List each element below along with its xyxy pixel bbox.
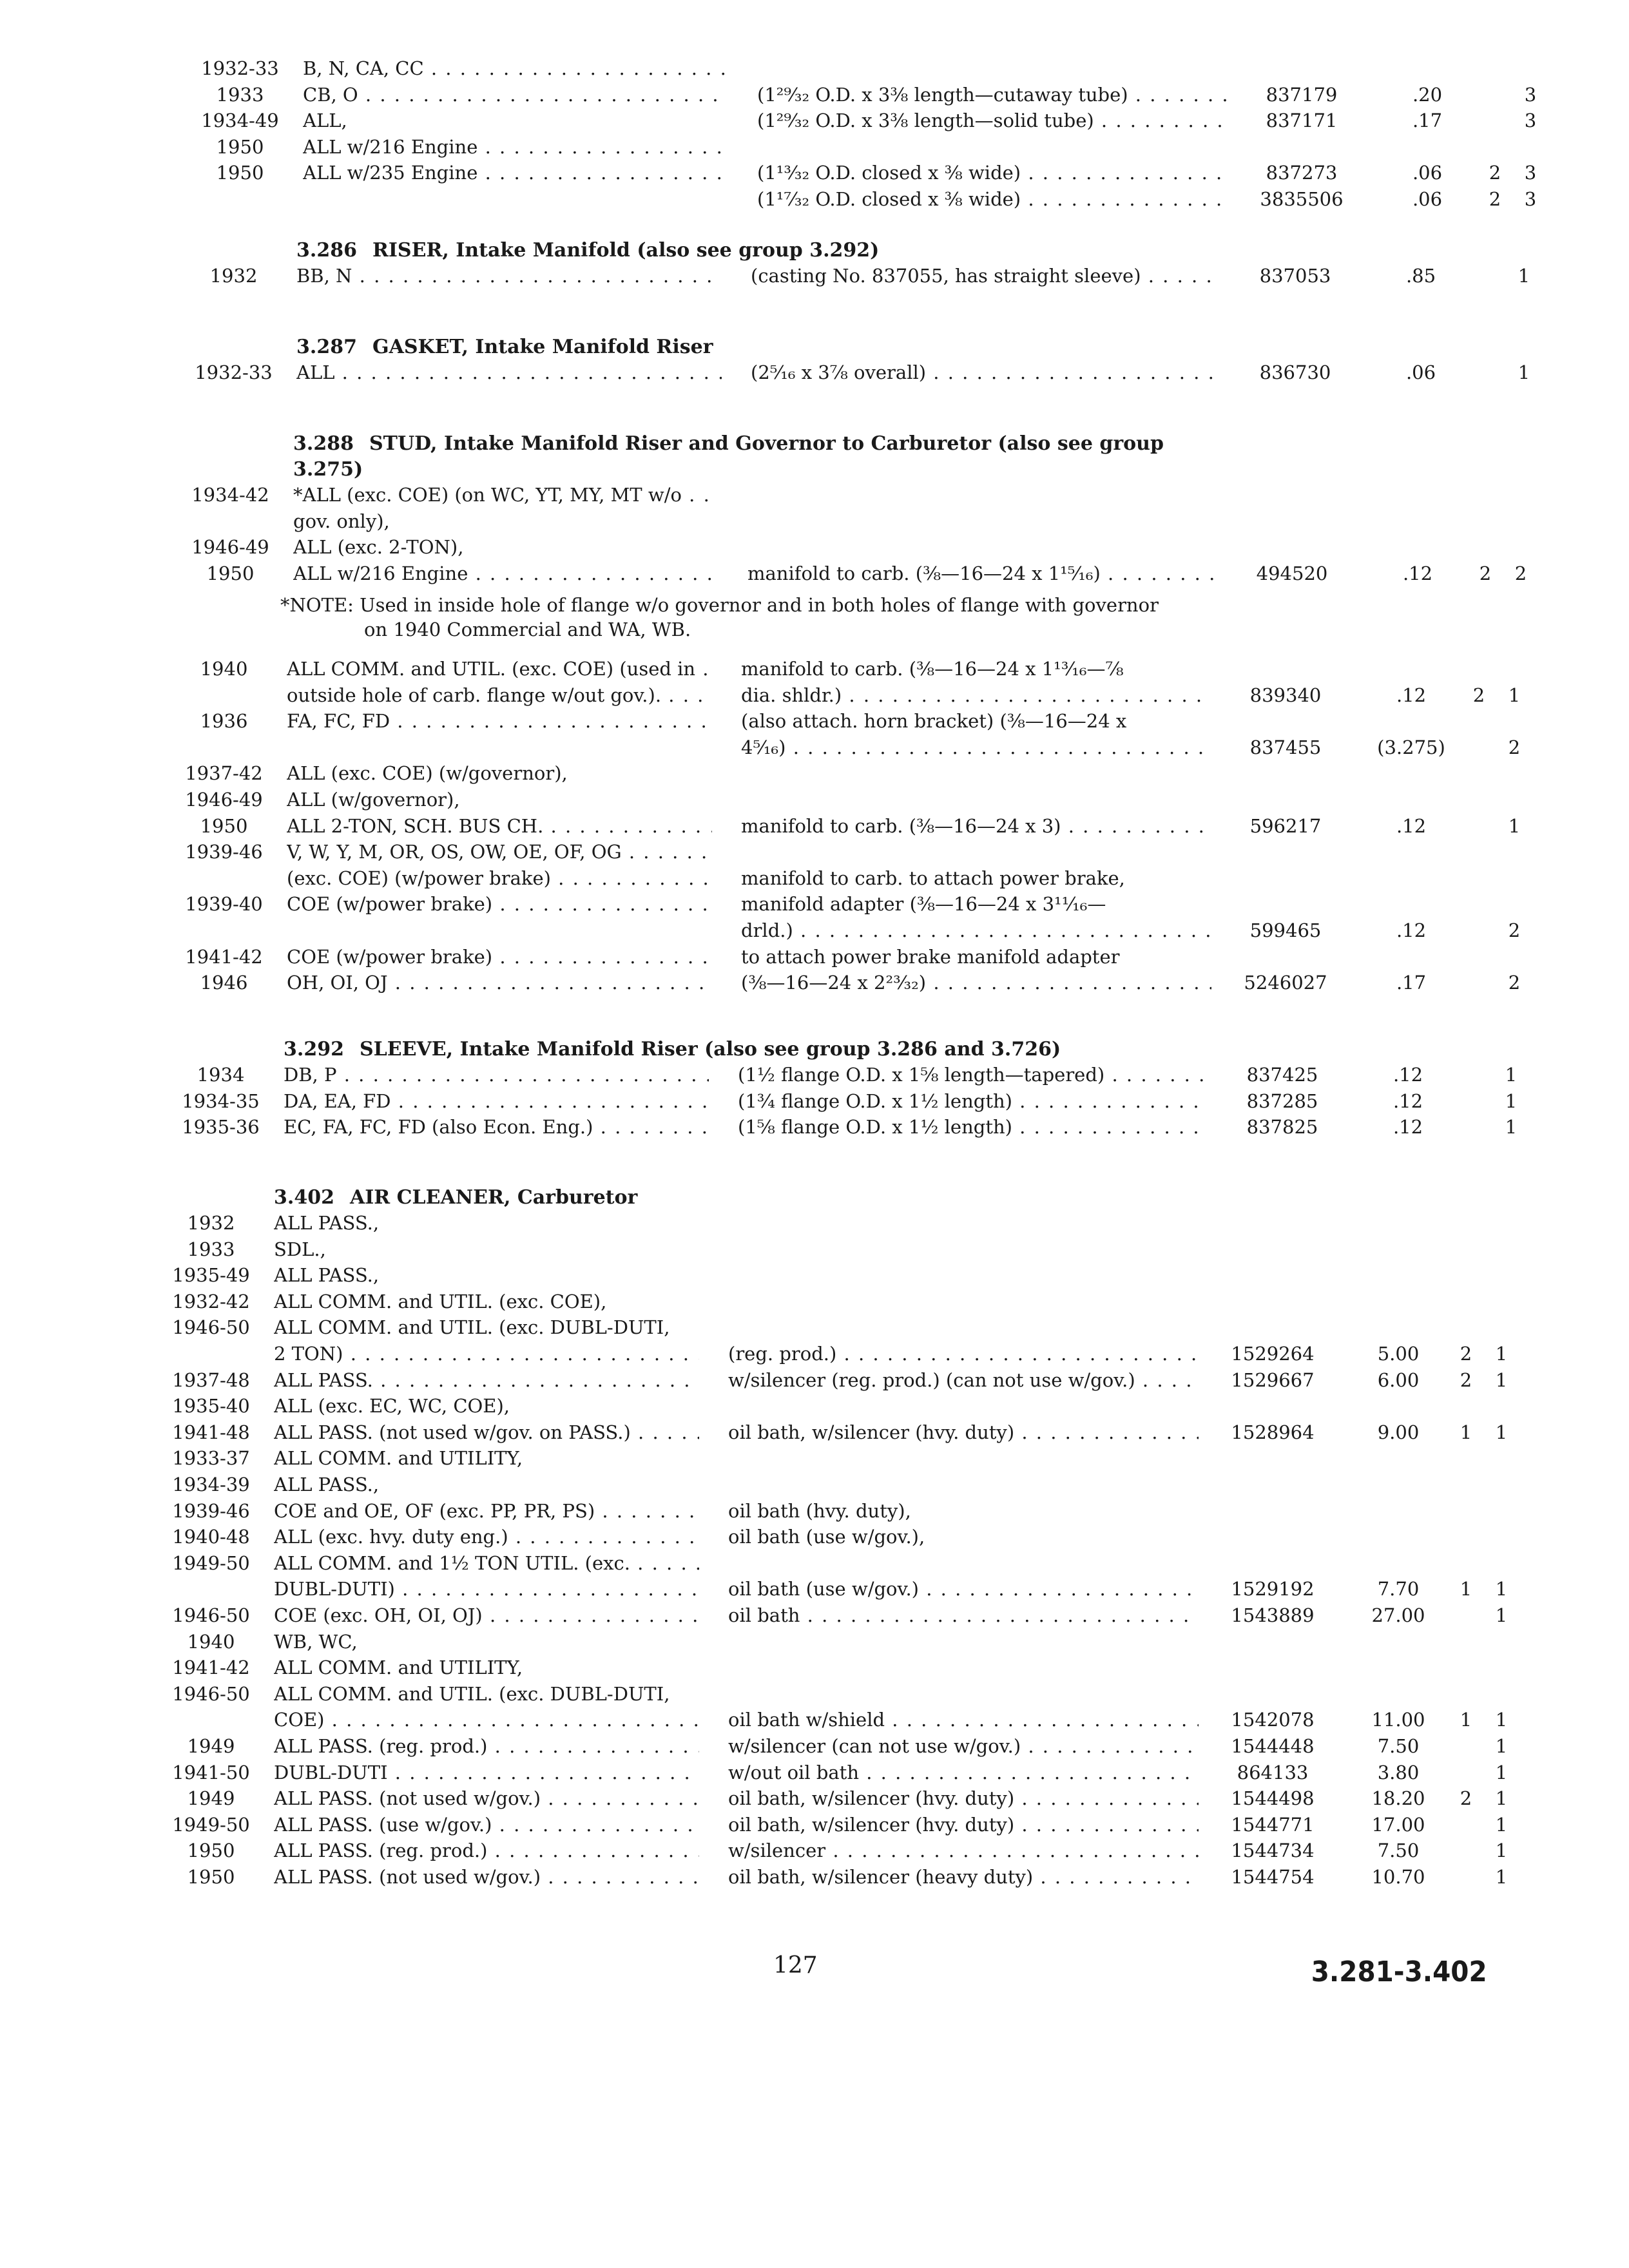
- description-cell: (1¹³⁄₃₂ O.D. closed x ⅜ wide) . . .: [757, 161, 1228, 184]
- catalog-row: [151, 1813, 1590, 1841]
- description-cell: oil bath, w/silencer (hvy. duty) . . .: [728, 1787, 1199, 1810]
- catalog-row: [171, 510, 1590, 538]
- catalog-row: [151, 1238, 1590, 1266]
- model-cell: ALL COMM. and UTIL. (exc. COE),: [274, 1290, 607, 1312]
- price-cell: .06: [1405, 361, 1436, 383]
- part-number-cell: 836730: [1259, 361, 1331, 383]
- year-cell: 1932-33: [201, 57, 279, 79]
- year-cell: 1949: [187, 1735, 235, 1757]
- quantity-a-cell: 2: [1460, 1787, 1472, 1810]
- part-number-cell: 1528964: [1231, 1421, 1315, 1443]
- year-cell: 1949: [187, 1787, 235, 1810]
- quantity-b-cell: 2: [1508, 919, 1521, 941]
- description-cell: manifold to carb. (⅜—16—24 x 1¹⁵⁄₁₆) . . .: [747, 562, 1218, 585]
- note-line-1: *NOTE: Used in inside hole of flange w/o governor and in both holes of flange with governor: [280, 594, 1159, 616]
- quantity-b-cell: 1: [1495, 1866, 1508, 1888]
- model-cell: COE (w/power brake) . . .: [287, 945, 712, 968]
- price-cell: 9.00: [1377, 1421, 1420, 1443]
- quantity-b-cell: 2: [1508, 972, 1521, 994]
- description-cell: dia. shldr.) . . .: [741, 684, 1211, 707]
- model-cell: ALL PASS. (reg. prod.) . . .: [274, 1839, 699, 1862]
- quantity-b-cell: 3: [1524, 110, 1537, 132]
- description-cell: manifold to carb. to attach power brake,: [741, 867, 1125, 889]
- model-cell: ALL COMM. and UTIL. (exc. DUBL-DUTI,: [274, 1316, 670, 1339]
- price-cell: .12: [1393, 1064, 1423, 1086]
- year-cell: 1933: [216, 83, 264, 106]
- catalog-row: [161, 1063, 1590, 1091]
- description-cell: (1²⁹⁄₃₂ O.D. x 3⅜ length—solid tube) . . .: [757, 109, 1228, 132]
- model-cell: ALL PASS. (not used w/gov.) . . .: [274, 1865, 699, 1888]
- description-cell: 4⁵⁄₁₆) . . .: [741, 736, 1211, 759]
- description-cell: manifold to carb. (⅜—16—24 x 1¹³⁄₁₆—⅞: [741, 658, 1124, 680]
- year-cell: 1935-49: [172, 1264, 250, 1287]
- model-cell: 2 TON) . . .: [274, 1342, 699, 1365]
- section-title: STUD, Intake Manifold Riser and Governor to Carburetor (also see group: [369, 432, 1164, 455]
- catalog-row: [151, 1708, 1590, 1736]
- model-cell: outside hole of carb. flange w/out gov.). . . .: [287, 684, 712, 707]
- price-cell: 7.50: [1377, 1840, 1420, 1862]
- part-number-cell: 837455: [1249, 736, 1322, 758]
- model-cell: ALL COMM. and 1½ TON UTIL. (exc. . . .: [274, 1552, 699, 1575]
- catalog-row: [164, 971, 1590, 999]
- description-cell: w/silencer (reg. prod.) (can not use w/gov.) . . .: [728, 1369, 1199, 1392]
- catalog-row: [151, 1525, 1590, 1553]
- price-cell: 5.00: [1377, 1343, 1420, 1365]
- year-cell: 1950: [216, 162, 264, 184]
- quantity-b-cell: 3: [1524, 162, 1537, 184]
- year-cell: 1950: [200, 814, 248, 837]
- price-cell: 3.80: [1377, 1761, 1420, 1783]
- catalog-row: [151, 1630, 1590, 1658]
- model-cell: V, W, Y, M, OR, OS, OW, OE, OF, OG . . .: [287, 840, 712, 863]
- catalog-row: [171, 483, 1590, 512]
- catalog-row: [151, 1290, 1590, 1318]
- description-cell: oil bath . . .: [728, 1604, 1199, 1627]
- catalog-row: [180, 83, 1590, 111]
- quantity-b-cell: 1: [1495, 1813, 1508, 1836]
- year-cell: 1939-46: [172, 1499, 250, 1522]
- section-number: 3.292: [284, 1038, 344, 1061]
- description-cell: manifold adapter (⅜—16—24 x 3¹¹⁄₁₆—: [741, 893, 1106, 916]
- price-cell: 27.00: [1371, 1604, 1425, 1626]
- price-cell: 11.00: [1371, 1709, 1425, 1731]
- quantity-b-cell: 1: [1495, 1735, 1508, 1757]
- catalog-row: [180, 57, 1590, 85]
- model-cell: ALL PASS. (not used w/gov. on PASS.) . . .: [274, 1421, 699, 1444]
- part-number-cell: 837179: [1266, 83, 1338, 106]
- description-cell: (⅜—16—24 x 2²³⁄₃₂) . . .: [741, 971, 1211, 994]
- section-number: 3.288: [293, 432, 354, 455]
- model-cell: ALL (w/governor),: [287, 789, 460, 811]
- year-cell: 1933-37: [172, 1447, 250, 1470]
- catalog-row: [180, 109, 1590, 137]
- model-cell: ALL w/235 Engine . . .: [303, 161, 728, 184]
- price-cell: 6.00: [1377, 1369, 1420, 1391]
- quantity-b-cell: 1: [1495, 1421, 1508, 1443]
- catalog-row: [151, 1369, 1590, 1397]
- price-cell: (3.275): [1377, 736, 1445, 758]
- description-cell: (also attach. horn bracket) (⅜—16—24 x: [741, 710, 1127, 733]
- quantity-b-cell: 1: [1505, 1090, 1518, 1112]
- catalog-row: [151, 1264, 1590, 1292]
- description-cell: oil bath, w/silencer (heavy duty) . . .: [728, 1865, 1199, 1888]
- catalog-row: [171, 562, 1590, 590]
- catalog-row: [151, 1211, 1590, 1240]
- description-cell: (1¾ flange O.D. x 1½ length) . . .: [738, 1090, 1208, 1113]
- catalog-row: [164, 709, 1590, 738]
- model-cell: gov. only),: [293, 510, 390, 532]
- catalog-row: [151, 1865, 1590, 1894]
- price-cell: .12: [1396, 814, 1427, 837]
- quantity-b-cell: 1: [1495, 1709, 1508, 1731]
- model-cell: ALL 2-TON, SCH. BUS CH. . . .: [287, 814, 712, 838]
- model-cell: DUBL-DUTI) . . .: [274, 1577, 699, 1600]
- catalog-row: [164, 736, 1590, 764]
- catalog-row: [151, 1577, 1590, 1606]
- part-number-cell: 596217: [1249, 814, 1322, 837]
- model-cell: SDL.,: [274, 1238, 326, 1260]
- price-cell: .06: [1412, 188, 1443, 210]
- year-cell: 1946: [200, 972, 248, 994]
- part-number-cell: 5246027: [1244, 972, 1327, 994]
- price-cell: .12: [1396, 684, 1427, 706]
- model-cell: ALL COMM. and UTILITY,: [274, 1657, 523, 1679]
- model-cell: ALL w/216 Engine . . .: [303, 135, 728, 159]
- model-cell: ALL COMM. and UTILITY,: [274, 1447, 523, 1470]
- catalog-row: [151, 1446, 1590, 1475]
- year-cell: 1941-50: [172, 1761, 250, 1783]
- model-cell: COE (w/power brake) . . .: [287, 892, 712, 916]
- model-cell: DA, EA, FD . . .: [284, 1090, 709, 1113]
- price-cell: 18.20: [1371, 1787, 1425, 1810]
- price-cell: .17: [1412, 110, 1443, 132]
- section-title-continued: 3.275): [293, 458, 363, 481]
- part-number-cell: 837425: [1246, 1064, 1318, 1086]
- quantity-b-cell: 1: [1518, 361, 1530, 383]
- catalog-row: [161, 1115, 1590, 1144]
- quantity-b-cell: 1: [1508, 814, 1521, 837]
- catalog-row: [151, 1394, 1590, 1423]
- model-cell: ALL (exc. 2-TON),: [293, 536, 464, 559]
- part-number-cell: 1544734: [1231, 1840, 1315, 1862]
- catalog-row: [180, 135, 1590, 164]
- model-cell: BB, N . . .: [296, 264, 722, 287]
- year-cell: 1934-42: [191, 484, 269, 506]
- quantity-a-cell: 1: [1460, 1578, 1472, 1600]
- model-cell: ALL . . .: [296, 361, 722, 384]
- model-cell: COE) . . .: [274, 1708, 699, 1731]
- model-cell: ALL (exc. EC, WC, COE),: [274, 1395, 510, 1418]
- section-title: RISER, Intake Manifold (also see group 3.292): [372, 239, 880, 262]
- catalog-row: [151, 1552, 1590, 1580]
- year-cell: 1949-50: [172, 1552, 250, 1574]
- catalog-row: [164, 945, 1590, 974]
- quantity-b-cell: 3: [1524, 83, 1537, 106]
- description-cell: oil bath (use w/gov.) . . .: [728, 1577, 1199, 1600]
- model-cell: (exc. COE) (w/power brake) . . .: [287, 867, 712, 890]
- quantity-b-cell: 1: [1495, 1369, 1508, 1391]
- catalog-row: [174, 361, 1590, 389]
- year-cell: 1941-42: [185, 945, 263, 968]
- year-cell: 1949-50: [172, 1813, 250, 1836]
- quantity-b-cell: 1: [1505, 1064, 1518, 1086]
- catalog-row: [161, 1090, 1590, 1118]
- note-line-2: on 1940 Commercial and WA, WB.: [364, 619, 691, 640]
- year-cell: 1932: [187, 1212, 235, 1234]
- catalog-row: [151, 1473, 1590, 1501]
- model-cell: *ALL (exc. COE) (on WC, YT, MY, MT w/o . . .: [293, 483, 718, 506]
- catalog-row: [164, 867, 1590, 895]
- quantity-a-cell: 2: [1479, 562, 1492, 584]
- year-cell: 1940: [187, 1630, 235, 1653]
- catalog-row: [164, 919, 1590, 947]
- section-heading: [296, 238, 879, 263]
- model-cell: COE and OE, OF (exc. PP, PR, PS) . . .: [274, 1499, 699, 1523]
- quantity-b-cell: 3: [1524, 188, 1537, 210]
- part-number-cell: 3835506: [1260, 188, 1344, 210]
- year-cell: 1934: [197, 1064, 245, 1086]
- model-cell: ALL COMM. and UTIL. (exc. DUBL-DUTI,: [274, 1682, 670, 1705]
- description-cell: oil bath (use w/gov.),: [728, 1526, 925, 1548]
- year-cell: 1939-46: [185, 841, 263, 863]
- part-number-cell: 837273: [1266, 162, 1338, 184]
- price-cell: 10.70: [1371, 1866, 1425, 1888]
- year-cell: 1941-42: [172, 1657, 250, 1679]
- part-number-cell: 1542078: [1231, 1709, 1315, 1731]
- year-cell: 1946-50: [172, 1682, 250, 1705]
- quantity-a-cell: 2: [1460, 1369, 1472, 1391]
- price-cell: .12: [1396, 919, 1427, 941]
- part-number-cell: 1529667: [1231, 1369, 1315, 1391]
- model-cell: ALL,: [303, 110, 347, 132]
- description-cell: oil bath (hvy. duty),: [728, 1499, 911, 1522]
- model-cell: EC, FA, FC, FD (also Econ. Eng.) . . .: [284, 1115, 709, 1139]
- catalog-row: [164, 657, 1590, 686]
- catalog-row: [180, 161, 1590, 189]
- part-number-cell: 837053: [1259, 265, 1331, 287]
- catalog-row: [151, 1499, 1590, 1528]
- quantity-b-cell: 1: [1508, 684, 1521, 706]
- description-cell: (1½ flange O.D. x 1⅝ length—tapered) . . .: [738, 1063, 1208, 1086]
- description-cell: (2⁵⁄₁₆ x 3⅞ overall) . . .: [751, 361, 1221, 384]
- stud-note: [280, 593, 1159, 642]
- year-cell: 1934-39: [172, 1474, 250, 1495]
- part-number-cell: 837285: [1246, 1090, 1318, 1112]
- year-cell: 1946-49: [185, 789, 263, 811]
- section-title: SLEEVE, Intake Manifold Riser (also see group 3.286 and 3.726): [359, 1038, 1061, 1061]
- group-range: 3.281-3.402: [1311, 1956, 1487, 1988]
- model-cell: DB, P . . .: [284, 1063, 709, 1086]
- model-cell: OH, OI, OJ . . .: [287, 971, 712, 994]
- part-number-cell: 1544498: [1231, 1787, 1315, 1810]
- quantity-b-cell: 1: [1495, 1604, 1508, 1626]
- quantity-b-cell: 1: [1505, 1116, 1518, 1139]
- description-cell: oil bath, w/silencer (hvy. duty) . . .: [728, 1421, 1199, 1444]
- description-cell: w/out oil bath . . .: [728, 1761, 1199, 1784]
- section-number: 3.286: [296, 239, 357, 262]
- year-cell: 1950: [206, 562, 255, 584]
- part-number-cell: 1529192: [1231, 1578, 1315, 1600]
- year-cell: 1937-48: [172, 1369, 250, 1391]
- part-number-cell: 1544771: [1231, 1813, 1315, 1836]
- price-cell: 7.50: [1377, 1735, 1420, 1757]
- price-cell: .17: [1396, 972, 1427, 994]
- model-cell: ALL (exc. hvy. duty eng.) . . .: [274, 1525, 699, 1548]
- year-cell: 1932: [209, 265, 258, 287]
- quantity-a-cell: 2: [1460, 1343, 1472, 1365]
- description-cell: w/silencer (can not use w/gov.) . . .: [728, 1735, 1199, 1758]
- catalog-row: [174, 264, 1590, 293]
- description-cell: (1⅝ flange O.D. x 1½ length) . . .: [738, 1115, 1208, 1139]
- catalog-row: [151, 1421, 1590, 1449]
- part-number-cell: 1544448: [1231, 1735, 1315, 1757]
- description-cell: to attach power brake manifold adapter: [741, 945, 1120, 968]
- year-cell: 1937-42: [185, 762, 263, 785]
- price-cell: .20: [1412, 83, 1443, 106]
- catalog-row: [164, 892, 1590, 921]
- catalog-row: [151, 1839, 1590, 1867]
- quantity-b-cell: 2: [1508, 736, 1521, 758]
- catalog-row: [164, 840, 1590, 869]
- catalog-row: [151, 1604, 1590, 1632]
- catalog-row: [171, 535, 1590, 564]
- year-cell: 1941-48: [172, 1421, 250, 1443]
- model-cell: ALL PASS. (use w/gov.) . . .: [274, 1813, 699, 1836]
- price-cell: .85: [1405, 265, 1436, 287]
- part-number-cell: 839340: [1249, 684, 1322, 706]
- model-cell: ALL PASS.,: [274, 1264, 380, 1287]
- model-cell: ALL COMM. and UTIL. (exc. COE) (used in . . .: [287, 657, 712, 680]
- page-number: 127: [773, 1952, 818, 1979]
- year-cell: 1950: [187, 1866, 235, 1888]
- part-number-cell: 494520: [1256, 562, 1328, 584]
- section-heading: [293, 432, 1164, 456]
- description-cell: oil bath, w/silencer (hvy. duty) . . .: [728, 1813, 1199, 1836]
- catalog-row: [151, 1316, 1590, 1344]
- model-cell: B, N, CA, CC . . .: [303, 57, 728, 80]
- quantity-b-cell: 2: [1514, 562, 1527, 584]
- quantity-b-cell: 1: [1495, 1787, 1508, 1810]
- section-number: 3.287: [296, 336, 357, 358]
- section-title: GASKET, Intake Manifold Riser: [372, 336, 713, 358]
- catalog-row: [180, 187, 1590, 216]
- year-cell: 1932-33: [195, 361, 273, 383]
- description-cell: manifold to carb. (⅜—16—24 x 3) . . .: [741, 814, 1211, 838]
- year-cell: 1950: [216, 135, 264, 158]
- section-heading: [274, 1186, 637, 1210]
- model-cell: ALL PASS.,: [274, 1474, 380, 1495]
- model-cell: FA, FC, FD . . .: [287, 709, 712, 733]
- part-number-cell: 837171: [1266, 110, 1338, 132]
- part-number-cell: 864133: [1237, 1761, 1309, 1783]
- part-number-cell: 837825: [1246, 1116, 1318, 1139]
- catalog-row: [151, 1735, 1590, 1763]
- description-cell: (casting No. 837055, has straight sleeve) . . .: [751, 264, 1221, 287]
- price-cell: .12: [1393, 1116, 1423, 1139]
- description-cell: (1¹⁷⁄₃₂ O.D. closed x ⅜ wide) . . .: [757, 187, 1228, 211]
- year-cell: 1935-40: [172, 1395, 250, 1418]
- price-cell: 17.00: [1371, 1813, 1425, 1836]
- description-cell: oil bath w/shield . . .: [728, 1708, 1199, 1731]
- catalog-row: [164, 788, 1590, 816]
- year-cell: 1940-48: [172, 1526, 250, 1548]
- catalog-row: [164, 762, 1590, 790]
- description-cell: (1²⁹⁄₃₂ O.D. x 3⅜ length—cutaway tube) . . .: [757, 83, 1228, 106]
- quantity-a-cell: 1: [1460, 1709, 1472, 1731]
- year-cell: 1936: [200, 710, 248, 733]
- quantity-a-cell: 2: [1472, 684, 1485, 706]
- year-cell: 1934-49: [201, 110, 279, 132]
- catalog-row: [151, 1787, 1590, 1815]
- catalog-row: [151, 1682, 1590, 1711]
- year-cell: 1946-49: [191, 536, 269, 559]
- quantity-b-cell: 1: [1495, 1578, 1508, 1600]
- model-cell: WB, WC,: [274, 1630, 358, 1653]
- description-cell: w/silencer . . .: [728, 1839, 1199, 1862]
- quantity-b-cell: 1: [1518, 265, 1530, 287]
- year-cell: 1933: [187, 1238, 235, 1260]
- quantity-b-cell: 1: [1495, 1343, 1508, 1365]
- catalog-row: [151, 1342, 1590, 1370]
- catalog-row: [164, 684, 1590, 712]
- quantity-a-cell: 1: [1460, 1421, 1472, 1443]
- quantity-a-cell: 2: [1489, 188, 1501, 210]
- year-cell: 1950: [187, 1840, 235, 1862]
- year-cell: 1935-36: [182, 1116, 260, 1139]
- model-cell: ALL w/216 Engine . . .: [293, 562, 718, 585]
- price-cell: .12: [1402, 562, 1433, 584]
- price-cell: .12: [1393, 1090, 1423, 1112]
- section-number: 3.402: [274, 1186, 334, 1209]
- model-cell: ALL PASS. . . .: [274, 1369, 699, 1392]
- year-cell: 1934-35: [182, 1090, 260, 1112]
- quantity-b-cell: 1: [1495, 1840, 1508, 1862]
- model-cell: ALL PASS. (not used w/gov.) . . .: [274, 1787, 699, 1810]
- catalog-row: [164, 814, 1590, 843]
- part-number-cell: 599465: [1249, 919, 1322, 941]
- model-cell: ALL PASS.,: [274, 1212, 380, 1234]
- part-number-cell: 1543889: [1231, 1604, 1315, 1626]
- section-heading: [296, 335, 713, 360]
- section-title: AIR CLEANER, Carburetor: [349, 1186, 638, 1209]
- year-cell: 1940: [200, 658, 248, 680]
- part-number-cell: 1529264: [1231, 1343, 1315, 1365]
- quantity-b-cell: 1: [1495, 1761, 1508, 1783]
- price-cell: 7.70: [1377, 1578, 1420, 1600]
- price-cell: .06: [1412, 162, 1443, 184]
- model-cell: ALL (exc. COE) (w/governor),: [287, 762, 568, 785]
- section-heading: [284, 1037, 1061, 1062]
- description-cell: drld.) . . .: [741, 919, 1211, 942]
- quantity-a-cell: 2: [1489, 162, 1501, 184]
- year-cell: 1939-40: [185, 893, 263, 916]
- year-cell: 1946-50: [172, 1604, 250, 1626]
- model-cell: COE (exc. OH, OI, OJ) . . .: [274, 1604, 699, 1627]
- catalog-row: [151, 1656, 1590, 1684]
- description-cell: (reg. prod.) . . .: [728, 1342, 1199, 1365]
- part-number-cell: 1544754: [1231, 1866, 1315, 1888]
- model-cell: DUBL-DUTI . . .: [274, 1761, 699, 1784]
- year-cell: 1946-50: [172, 1316, 250, 1339]
- model-cell: ALL PASS. (reg. prod.) . . .: [274, 1735, 699, 1758]
- model-cell: CB, O . . .: [303, 83, 728, 106]
- year-cell: 1932-42: [172, 1290, 250, 1312]
- catalog-row: [151, 1761, 1590, 1789]
